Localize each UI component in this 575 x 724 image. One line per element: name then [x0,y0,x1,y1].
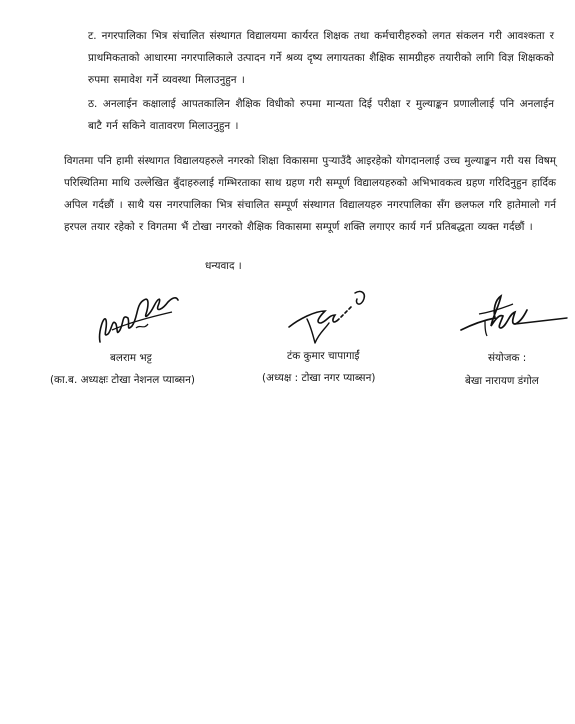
signatory-1-role: (का.ब. अध्यक्षः टोखा नेशनल प्याब्सन) [50,374,195,386]
signatory-3-name: बेखा नारायण डंगोल [465,375,539,387]
signatory-3-title: संयोजक : [488,352,527,364]
closing-thanks: धन्यवाद । [205,260,242,272]
signatory-1-name: बलराम भट्ट [110,352,152,364]
appeal-paragraph: विगतमा पनि हामी संस्थागत विद्यालयहरुले नगरको शिक्षा विकासमा पुऱ्याउँदै आइरहेको योगदानलाई उच्च मुल्याङ्कन गरी यस विषम् परिस्थितिमा माथि उल्लेखित बुँदाहरुलाई गम्भिरताका साथ ग्रहण गरी सम्पूर्ण विद्यालयहरुको अभिभावकत्व ग्रहण गरिदिनुहुन हार्दिक अपिल गर्दछौं । साथै यस नगरपालिका भित्र संचालित सम्पूर्ण संस्थागत विद्यालयहरु नगरपालिका सँग छलफल गरि हातेमालो गर्न हरपल तयार रहेको र विगतमा भैं टोखा नगरको शैक्षिक विकासमा सम्पूर्ण शक्ति लगाएर कार्य गर्न प्रतिबद्धता व्यक्त गर्दछौं । [64,155,556,233]
signature-3-image [455,290,570,340]
signature-1-image [92,284,182,346]
signature-2-image [285,289,375,347]
paragraph-ta: ट. नगरपालिका भित्र संचालित संस्थागत विद्यालयमा कार्यरत शिक्षक तथा कर्मचारीहरुको लगत संकलन गरी आवश्कता र प्राथमिकताको आधारमा नगरपालिकाले उत्पादन गर्ने श्रव्य दृष्य लगायतका शैक्षिक सामग्रीहरु तयारीको लागि विज्ञ शिक्षकको रुपमा समावेश गर्ने व्यवस्था मिलाउनुहुन । [88,30,554,86]
signatory-2-role: (अध्यक्ष : टोखा नगर प्याब्सन) [262,372,376,384]
signatory-2-name: टंक कुमार चापागाईं [287,350,360,362]
paragraph-tha: ठ. अनलाईन कक्षालाई आपतकालिन शैक्षिक विधीको रुपमा मान्यता दिई परीक्षा र मुल्याङ्कन प्रणालीलाई पनि अनलाईन बाटै गर्न सकिने वातावरण मिलाउनुहुन । [88,98,554,132]
